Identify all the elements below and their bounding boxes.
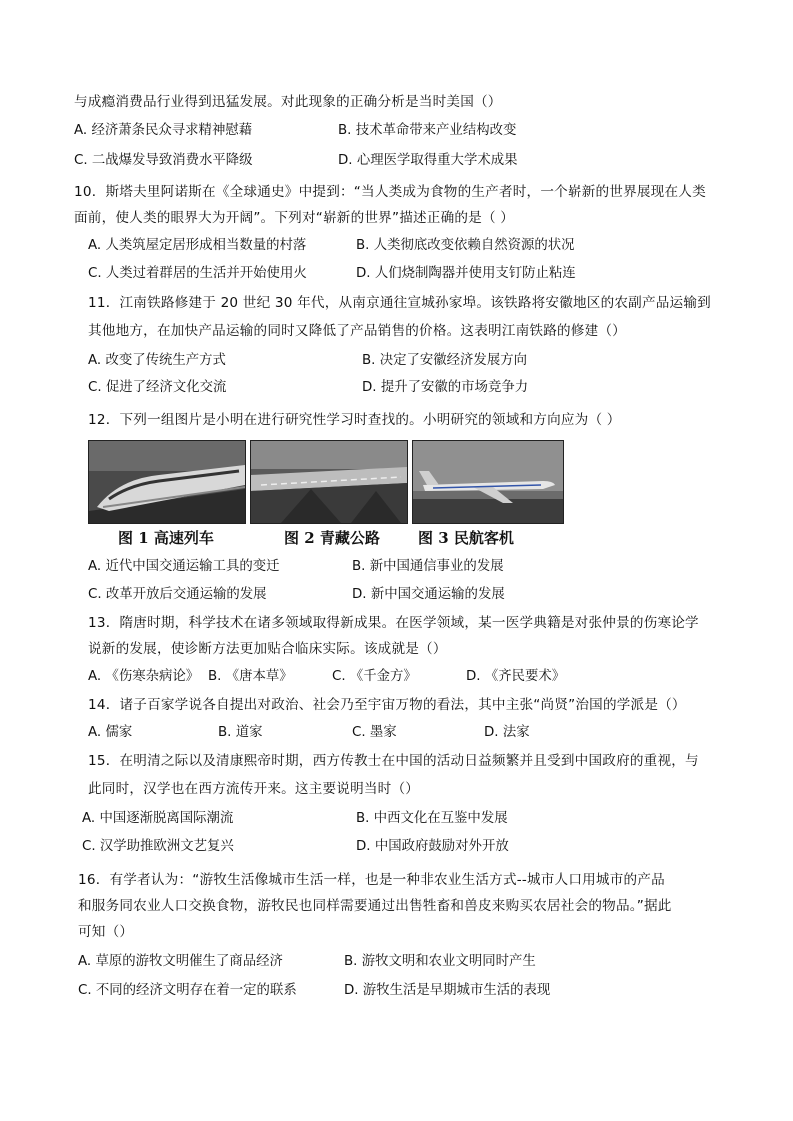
q11-option-d: D. 提升了安徽的市场竞争力: [362, 380, 529, 395]
q13-stem-line1: 13．隋唐时期，科学技术在诸多领域取得新成果。在医学领域，某一医学典籍是对张仲景的伤寒论学: [88, 615, 699, 631]
q10-option-d: D. 人们烧制陶器并使用支钉防止粘连: [356, 266, 576, 281]
q10-option-c: C. 人类过着群居的生活并开始使用火: [88, 266, 307, 281]
q10-stem-line2: 面前，使人类的眼界大为开阔”。下列对“崭新的世界”描述正确的是（ ）: [74, 210, 515, 226]
q14-option-b: B. 道家: [218, 725, 263, 740]
q9-stem-tail: 与成瘾消费品行业得到迅猛发展。对此现象的正确分析是当时美国（）: [74, 94, 502, 110]
q15-option-d: D. 中国政府鼓励对外开放: [356, 839, 509, 854]
q9-option-d: D. 心理医学取得重大学术成果: [338, 153, 518, 168]
caption-figure-2: 图 2 青藏公路: [284, 529, 380, 547]
caption-figure-3: 图 3 民航客机: [418, 529, 514, 547]
q11-option-c: C. 促进了经济文化交流: [88, 380, 227, 395]
q10-option-b: B. 人类彻底改变依赖自然资源的状况: [356, 238, 575, 253]
q14-stem-line1: 14．诸子百家学说各自提出对政治、社会乃至宇宙万物的看法，其中主张“尚贤”治国的学派是（）: [88, 697, 686, 713]
caption-figure-1: 图 1 高速列车: [118, 529, 214, 547]
q9-option-a: A. 经济萧条民众寻求精神慰藉: [74, 123, 253, 138]
q11-stem-line2: 其他地方，在加快产品运输的同时又降低了产品销售的价格。这表明江南铁路的修建（）: [88, 323, 626, 339]
q16-option-d: D. 游牧生活是早期城市生活的表现: [344, 983, 551, 998]
q12-photo-strip: [88, 440, 568, 550]
q15-stem-line1: 15．在明清之际以及清康熙帝时期，西方传教士在中国的活动日益频繁并且受到中国政府的重视，与: [88, 753, 699, 769]
q12-option-a: A. 近代中国交通运输工具的变迁: [88, 559, 280, 574]
q12-stem-line1: 12．下列一组图片是小明在进行研究性学习时查找的。小明研究的领域和方向应为（ ）: [88, 412, 621, 428]
q14-option-a: A. 儒家: [88, 725, 133, 740]
q15-option-b: B. 中西文化在互鉴中发展: [356, 811, 508, 826]
q13-stem-line2: 说新的发展，使诊断方法更加贴合临床实际。该成就是（）: [88, 641, 447, 657]
q13-option-d: D. 《齐民要术》: [466, 669, 566, 684]
q11-option-b: B. 决定了安徽经济发展方向: [362, 353, 527, 368]
q12-option-b: B. 新中国通信事业的发展: [352, 559, 504, 574]
q16-stem-line2: 和服务同农业人口交换食物，游牧民也同样需要通过出售牲畜和兽皮来购买农居社会的物品。”据此: [78, 898, 672, 914]
q9-option-b: B. 技术革命带来产业结构改变: [338, 123, 517, 138]
q10-stem-line1: 10．斯塔夫里阿诺斯在《全球通史》中提到：“当人类成为食物的生产者时，一个崭新的世界展现在人类: [74, 184, 706, 200]
q15-option-a: A. 中国逐渐脱离国际潮流: [82, 811, 234, 826]
q12-option-c: C. 改革开放后交通运输的发展: [88, 587, 267, 602]
q13-option-c: C. 《千金方》: [332, 669, 417, 684]
q11-stem-line1: 11．江南铁路修建于 20 世纪 30 年代，从南京通往宣城孙家埠。该铁路将安徽地区的农副产品运输到: [88, 295, 711, 311]
photo-high-speed-train: [88, 440, 246, 524]
q13-option-a: A. 《伤寒杂病论》: [88, 669, 200, 684]
q16-option-b: B. 游牧文明和农业文明同时产生: [344, 954, 536, 969]
q16-option-a: A. 草原的游牧文明催生了商品经济: [78, 954, 283, 969]
q11-option-a: A. 改变了传统生产方式: [88, 353, 226, 368]
photo-civil-airliner: [412, 440, 564, 524]
q16-option-c: C. 不同的经济文明存在着一定的联系: [78, 983, 297, 998]
q14-option-c: C. 墨家: [352, 725, 397, 740]
q9-option-c: C. 二战爆发导致消费水平降级: [74, 153, 253, 168]
q10-option-a: A. 人类筑屋定居形成相当数量的村落: [88, 238, 307, 253]
q12-option-d: D. 新中国交通运输的发展: [352, 587, 505, 602]
photo-qinghai-tibet-highway: [250, 440, 408, 524]
q14-option-d: D. 法家: [484, 725, 530, 740]
q16-stem-line1: 16．有学者认为：“游牧生活像城市生活一样，也是一种非农业生活方式--城市人口用城市的产品: [78, 872, 665, 888]
q15-stem-line2: 此同时，汉学也在西方流传开来。这主要说明当时（）: [88, 781, 420, 797]
q16-stem-line3: 可知（）: [78, 924, 134, 940]
q13-option-b: B. 《唐本草》: [208, 669, 293, 684]
q15-option-c: C. 汉学助推欧洲文艺复兴: [82, 839, 234, 854]
